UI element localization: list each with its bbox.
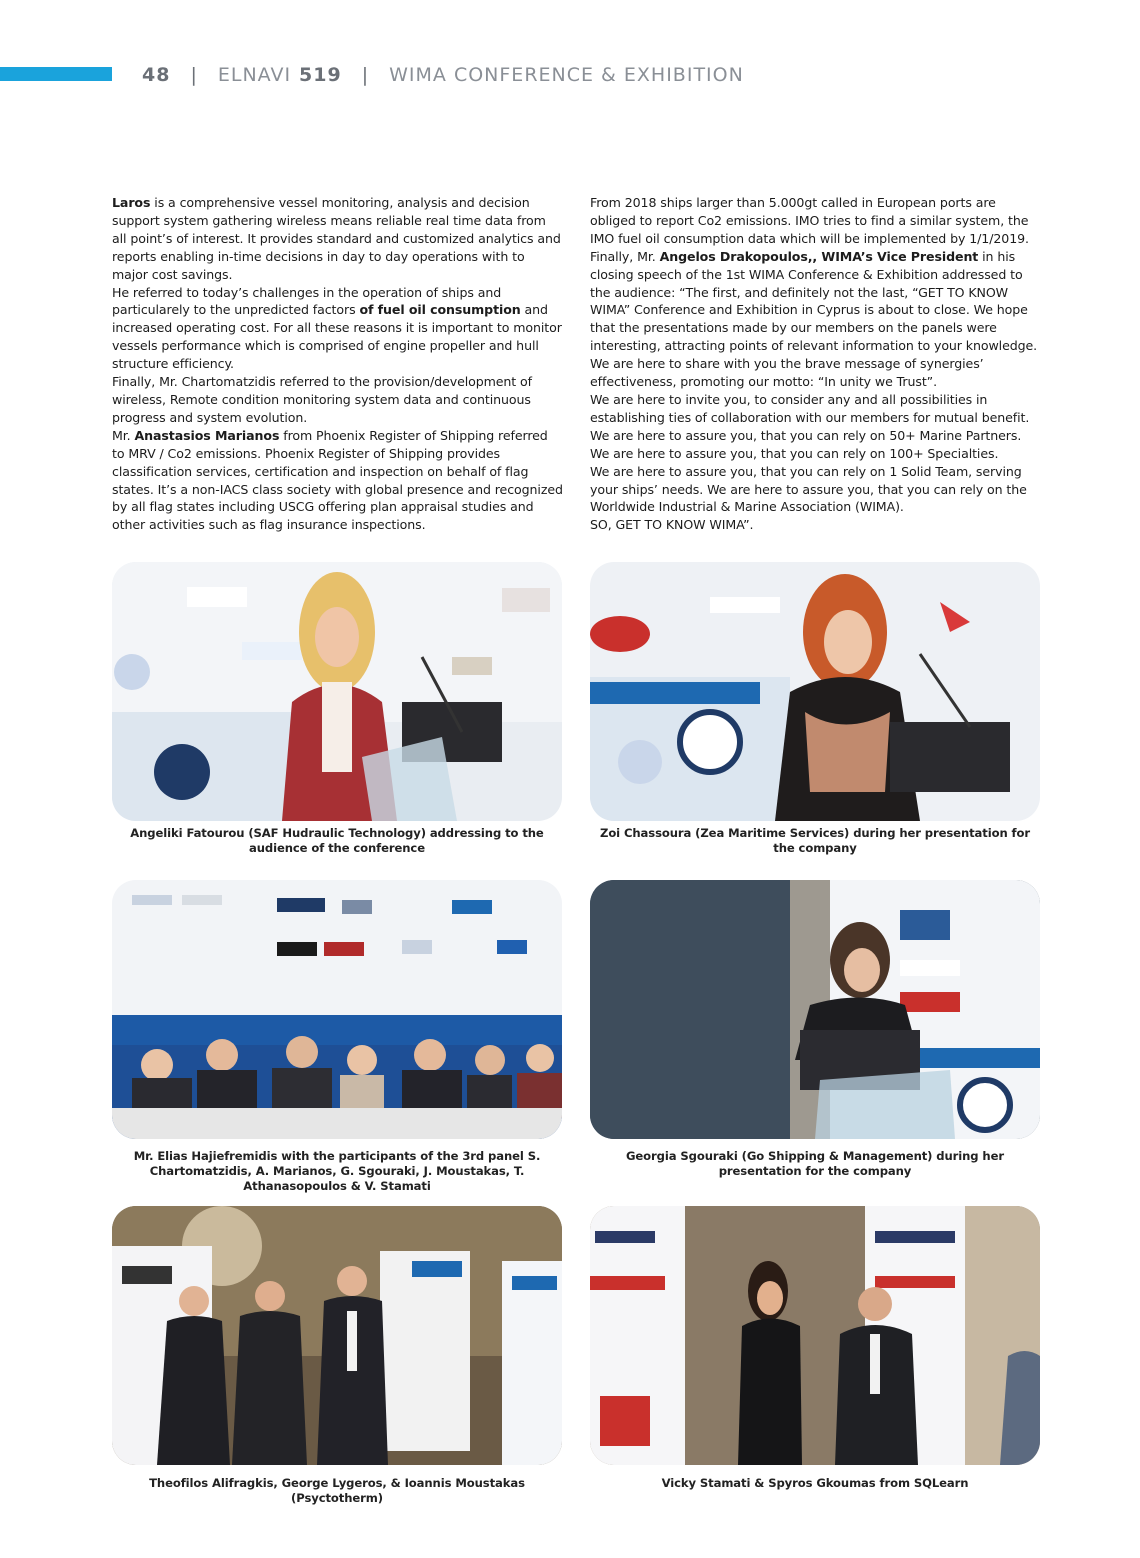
photo-caption: Mr. Elias Hajiefremidis with the participants of the 3rd panel S. Chartomatzidis, A. Marianos, G. Sgouraki, J. Moustakas, T. Athanasopoulos & V. Stamati [133,1149,541,1193]
photo-caption: Vicky Stamati & Spyros Gkoumas from SQLearn [661,1476,969,1490]
text-run: From 2018 ships larger than 5.000gt called in European ports are obliged to report Co2 emissions. IMO tries to find a similar system, the IMO fuel oil consumption data which will be implemented by 1/1/2019. [590,195,1029,246]
photo-sqlearn-team [590,1206,1040,1465]
magazine-name: ELNAVI [217,64,292,86]
text-run: Finally, Mr. Chartomatzidis referred to the provision/development of wireless, Remote condition monitoring system data and continuous progress and system evolution. [112,374,532,425]
text-run: Mr. [112,427,135,443]
photo-speaker-chassoura [590,562,1040,821]
header-separator: | [361,64,370,86]
article-paragraph [590,391,1042,427]
photo-panel [112,880,562,1139]
photo-caption: Zoi Chassoura (Zea Maritime Services) during her presentation for the company [600,826,1030,855]
text-run: Finally, Mr. [590,248,660,264]
article-paragraph [590,516,1042,534]
photo-speaker-fatourou [112,562,562,821]
bold-text: Angelos Drakopoulos,, WIMA’s Vice President [659,248,979,264]
bold-text: Anastasios Marianos [134,427,280,443]
photo-caption: Angeliki Fatourou (SAF Hudraulic Technology) addressing to the audience of the conference [130,826,544,855]
bold-text: of fuel oil consumption [359,302,521,318]
text-run: He referred to today’s challenges in the operation of ships and particularely to the unpredicted factors [112,284,502,318]
article-paragraph [590,355,1042,391]
photo-caption: Georgia Sgouraki (Go Shipping & Management) during her presentation for the company [626,1149,1004,1178]
article-column-left [112,194,564,534]
photo-caption: Theofilos Alifragkis, George Lygeros, & Ioannis Moustakas (Psyctotherm) [149,1476,525,1505]
article-paragraph [112,284,564,374]
article-paragraph [112,427,564,534]
text-run: We are here to invite you, to consider any and all possibilities in establishing ties of collaboration with our members for mutual benefit. [590,391,1030,425]
text-run: We are here to assure you, that you can rely on 1 Solid Team, serving your ships’ needs. We are here to assure you, that you can rely on the Worldwide Industrial & Marine Association (WIMA). [590,463,1027,515]
text-run: We are here to share with you the brave message of synergies’ effectiveness, promoting our motto: “In unity we Trust”. [590,356,984,390]
header-separator: | [190,64,198,86]
page-number: 48 [142,64,171,86]
article-paragraph [590,445,1042,463]
article-paragraph [590,463,1042,517]
text-run: We are here to assure you, that you can rely on 100+ Specialties. [590,445,999,461]
page-header [142,60,744,90]
article-paragraph [590,194,1042,248]
article-paragraph [590,248,1042,355]
text-run: We are here to assure you, that you can rely on 50+ Marine Partners. [590,427,1022,443]
text-run: in his closing speech of the 1st WIMA Conference & Exhibition addressed to the audience: “The first, and definitely not the last, “GET TO KNOW WIMA” Conference and Exhibition in Cyprus is about to close. We hope that the presentations made by our members on the panels were interesting, attracting points of relevant information to your knowledge. [590,248,1038,354]
bold-text: Laros [112,195,151,210]
header-accent-bar [0,67,112,81]
photo-speaker-sgouraki [590,880,1040,1139]
article-paragraph [112,373,564,427]
section-title: WIMA CONFERENCE & EXHIBITION [389,64,744,86]
photo-psyctotherm-team [112,1206,562,1465]
text-run: from Phoenix Register of Shipping referred to MRV / Co2 emissions. Phoenix Register of Shipping provides classification services, certification and inspection on behalf of flag states. It’s a non-IACS class society with global presence and recognized by all flag states including USCG offering plan appraisal studies and other activities such as flag insurance inspections. [112,427,563,533]
text-run: is a comprehensive vessel monitoring, analysis and decision support system gathering wireless means reliable real time data from all point’s of interest. It provides standard and customized analytics and reports enabling in-time decisions in day to day operations with to major cost savings. [112,195,561,282]
article-column-right [590,194,1042,534]
article-paragraph [590,427,1042,445]
text-run: SO, GET TO KNOW WIMA”. [590,517,754,533]
issue-number: 519 [299,64,342,86]
article-paragraph [112,194,564,284]
text-run: and increased operating cost. For all these reasons it is important to monitor vessels performance which is comprised of engine propeller and hull structure efficiency. [112,302,562,372]
